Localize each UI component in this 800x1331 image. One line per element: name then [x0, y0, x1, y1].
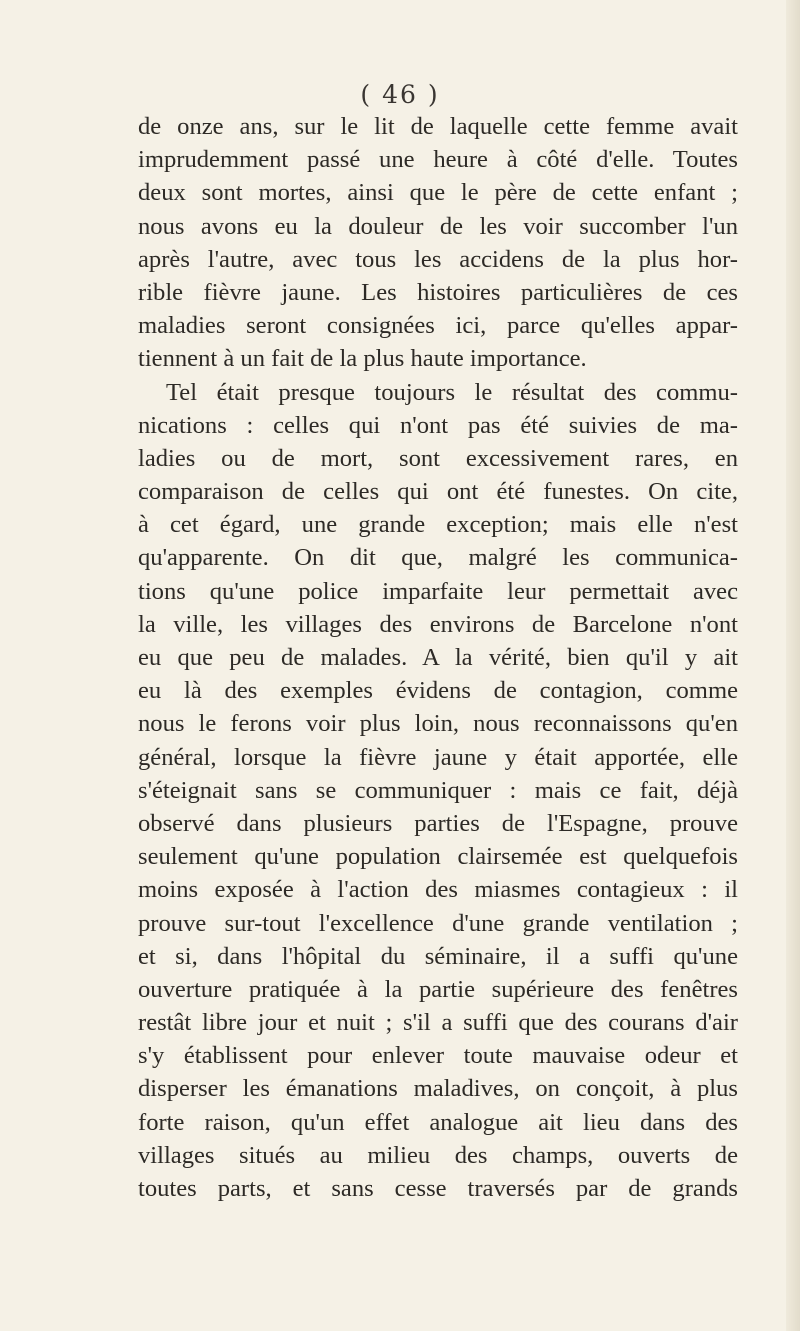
text-line: imprudemment passé une heure à côté d'elle. Toutes	[138, 146, 738, 174]
text-line: rible fièvre jaune. Les histoires particulières de ces	[138, 278, 738, 306]
text-line: maladies seront consignées ici, parce qu'elles appar-	[138, 312, 738, 340]
text-line: nous avons eu la douleur de les voir succomber l'un	[138, 212, 738, 240]
text-line: ouverture pratiquée à la partie supérieure des fenêtres	[138, 975, 738, 1003]
text-line: ladies ou de mort, sont excessivement rares, en	[138, 444, 738, 472]
text-line: nications : celles qui n'ont pas été suivies de ma-	[138, 411, 738, 439]
text-line: général, lorsque la fièvre jaune y était apportée, elle	[138, 743, 738, 771]
text-line: toutes parts, et sans cesse traversés par de grands	[138, 1175, 738, 1202]
text-line: s'y établissent pour enlever toute mauvaise odeur et	[138, 1042, 738, 1070]
text-line: nous le ferons voir plus loin, nous reconnaissons qu'en	[138, 710, 738, 738]
body-text	[138, 110, 738, 1205]
text-line: la ville, les villages des environs de Barcelone n'ont	[138, 610, 738, 638]
text-line: villages situés au milieu des champs, ouverts de	[138, 1141, 738, 1169]
text-line: restât libre jour et nuit ; s'il a suffi que des courans d'air	[138, 1009, 738, 1037]
text-line: moins exposée à l'action des miasmes contagieux : il	[138, 876, 738, 904]
text-line: comparaison de celles qui ont été funestes. On cite,	[138, 478, 738, 506]
page-number: ( 46 )	[360, 80, 440, 109]
text-line: prouve sur-tout l'excellence d'une grande ventilation ;	[138, 909, 738, 937]
text-line: qu'apparente. On dit que, malgré les communica-	[138, 544, 738, 572]
text-line: forte raison, qu'un effet analogue ait lieu dans des	[138, 1108, 738, 1136]
text-line: à cet égard, une grande exception; mais elle n'est	[138, 511, 738, 539]
text-line: s'éteignait sans se communiquer : mais ce fait, déjà	[138, 776, 738, 804]
text-line: et si, dans l'hôpital du séminaire, il a suffi qu'une	[138, 942, 738, 970]
text-line: de onze ans, sur le lit de laquelle cette femme avait	[138, 113, 738, 140]
text-line: tions qu'une police imparfaite leur permettait avec	[138, 577, 738, 605]
text-line: seulement qu'une population clairsemée est quelquefois	[138, 843, 738, 871]
text-line: tiennent à un fait de la plus haute importance.	[138, 345, 587, 373]
text-line: eu que peu de malades. A la vérité, bien qu'il y ait	[138, 644, 738, 671]
text-line: eu là des exemples évidens de contagion, comme	[138, 677, 738, 705]
text-line: disperser les émanations maladives, on conçoit, à plus	[138, 1075, 738, 1103]
text-line: après l'autre, avec tous les accidens de la plus hor-	[138, 245, 738, 273]
text-line: Tel était presque toujours le résultat des commu-	[166, 378, 738, 406]
text-line: deux sont mortes, ainsi que le père de cette enfant ;	[138, 179, 738, 207]
text-line: observé dans plusieurs parties de l'Espagne, prouve	[138, 809, 738, 837]
page-edge-shadow	[786, 0, 800, 1331]
